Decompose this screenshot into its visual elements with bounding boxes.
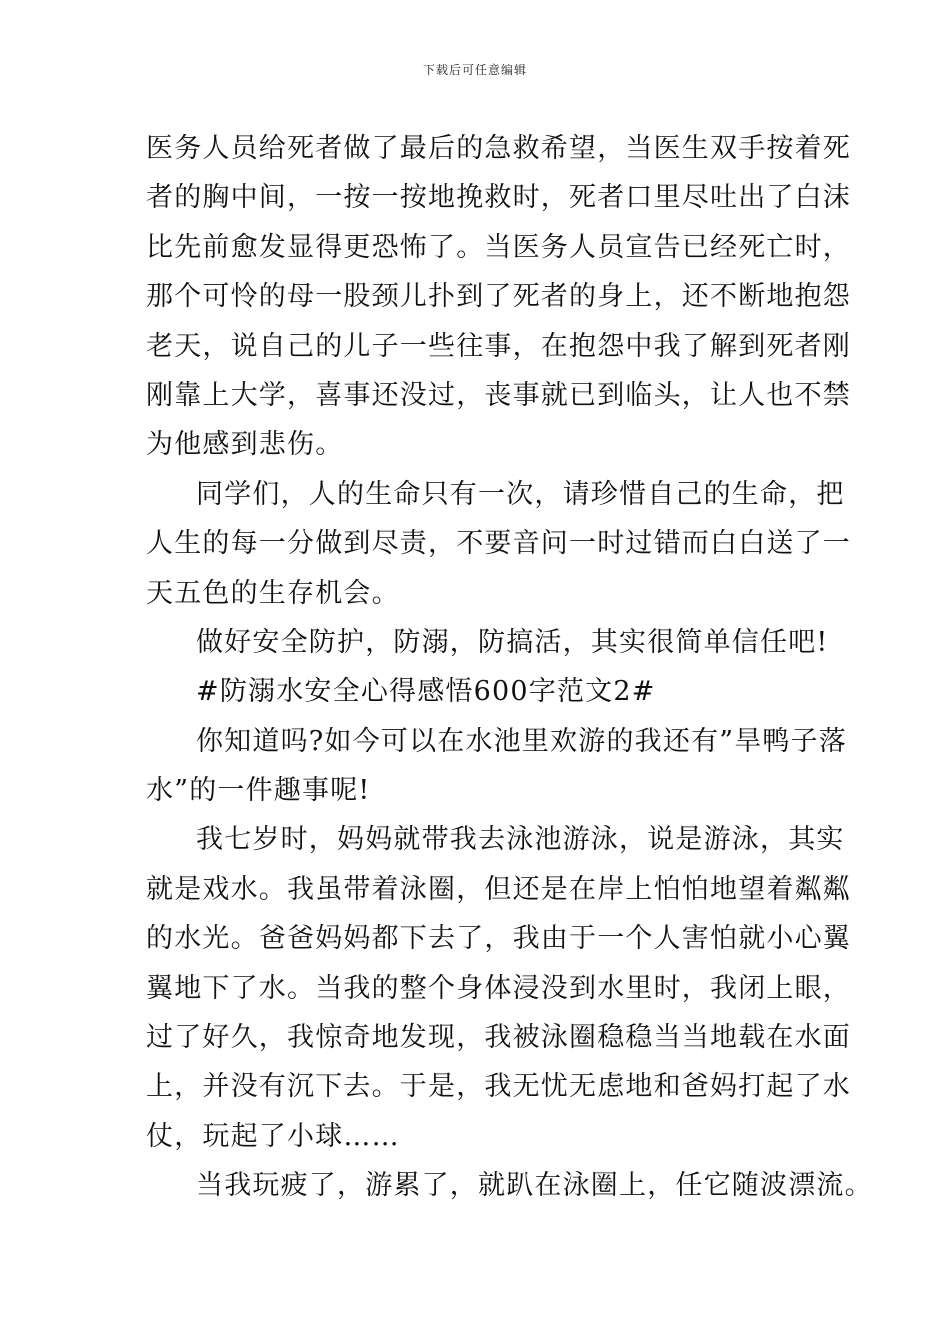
document-body <box>146 124 873 1211</box>
text-line: 做好安全防护，防溺，防搞活，其实很简单信任吧! <box>196 626 829 658</box>
text-line: 医务人员给死者做了最后的急救希望，当医生双手按着死 <box>146 133 851 164</box>
text-line: 同学们，人的生命只有一次，请珍惜自己的生命，把 <box>196 478 845 510</box>
text-line: 你知道吗?如今可以在水池里欢游的我还有”旱鸭子落 <box>196 725 848 757</box>
text-line: 上，并没有沉下去。于是，我无忧无虑地和爸妈打起了水 <box>146 1071 851 1103</box>
text-line: 者的胸中间，一按一按地挽救时，死者口里尽吐出了白沫 <box>146 182 851 214</box>
text-line: 仗，玩起了小球…… <box>146 1120 400 1152</box>
text-line: 就是戏水。我虽带着泳圈，但还是在岸上怕怕地望着粼粼 <box>146 873 851 905</box>
text-line: 那个可怜的母一股颈儿扑到了死者的身上，还不断地抱怨 <box>146 281 851 313</box>
text-line: 当我玩疲了，游累了，就趴在泳圈上，任它随波漂流。 <box>196 1170 873 1202</box>
text-line: 天五色的生存机会。 <box>146 577 400 609</box>
text-line: 刚靠上大学，喜事还没过，丧事就已到临头，让人也不禁 <box>146 379 851 411</box>
section-heading: #防溺水安全心得感悟600字范文2# <box>196 676 656 708</box>
text-line: 水”的一件趣事呢! <box>146 775 371 807</box>
text-line: 过了好久，我惊奇地发现，我被泳圈稳稳当当地载在水面 <box>146 1022 851 1054</box>
text-line: 我七岁时，妈妈就带我去泳池游泳，说是游泳，其实 <box>196 824 845 856</box>
text-line: 比先前愈发显得更恐怖了。当医务人员宣告已经死亡时， <box>146 231 851 263</box>
text-line: 人生的每一分做到尽责，不要音问一时过错而白白送了一 <box>146 528 851 560</box>
text-line: 翼地下了水。当我的整个身体浸没到水里时，我闭上眼， <box>146 972 851 1004</box>
text-line: 老天，说自己的儿子一些往事，在抱怨中我了解到死者刚 <box>146 330 851 362</box>
page-header: 下载后可任意编辑 <box>422 63 527 77</box>
text-line: 为他感到悲伤。 <box>146 429 344 461</box>
text-line: 的水光。爸爸妈妈都下去了，我由于一个人害怕就小心翼 <box>146 923 851 955</box>
